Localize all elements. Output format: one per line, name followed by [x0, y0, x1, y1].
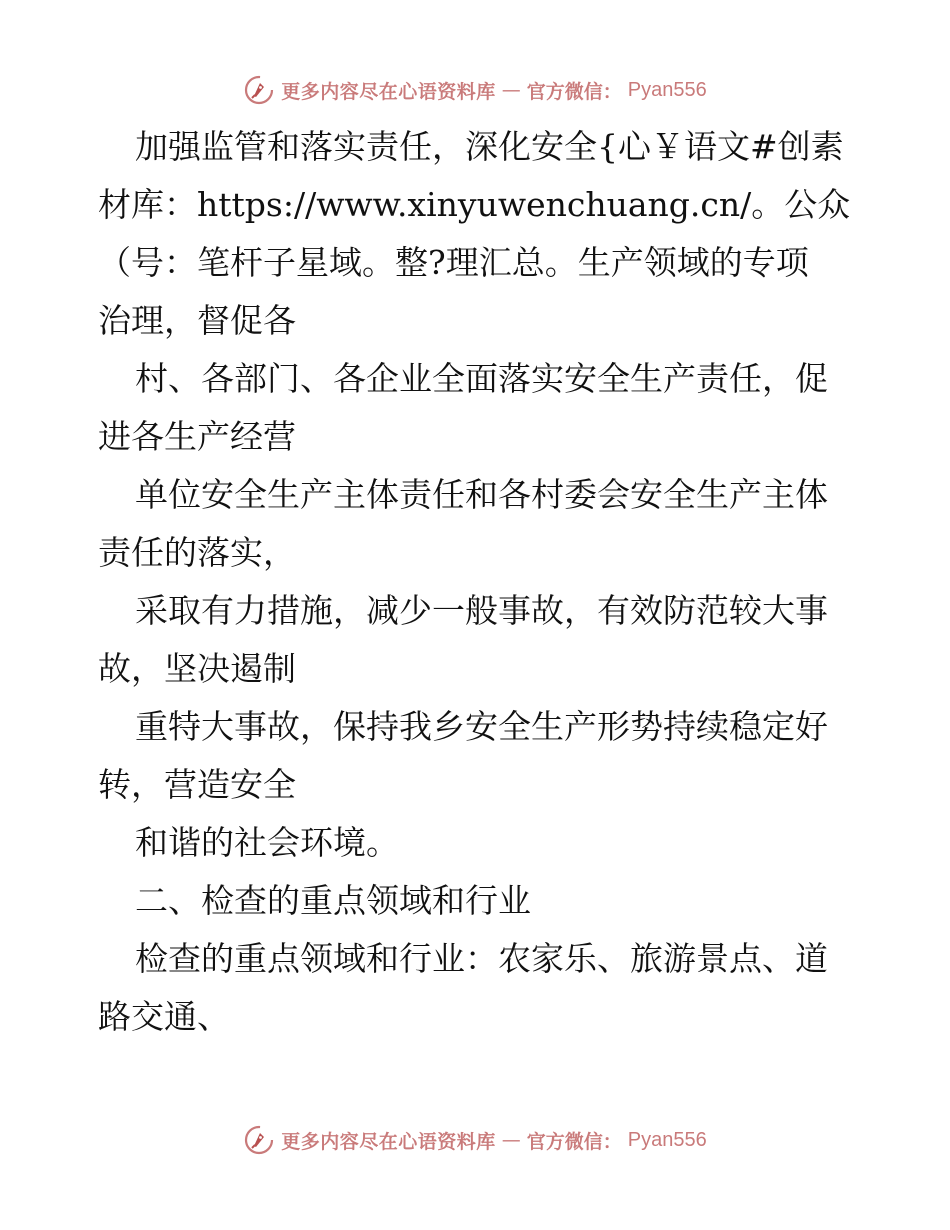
text-line: （号：笔杆子星域。整?理汇总。生产领域的专项 [98, 243, 809, 282]
footer-watermark [0, 1120, 950, 1160]
text-line: 村、各部门、各企业全面落实安全生产责任，促 [135, 359, 828, 398]
text-line: 故，坚决遏制 [98, 649, 296, 688]
pen-nib-circle-icon [243, 1124, 275, 1156]
watermark-wechat-id: Pyan556 [627, 1128, 707, 1151]
watermark-wechat-id: Pyan556 [627, 78, 707, 101]
text-line: 进各生产经营 [98, 417, 296, 456]
watermark-brand-text: 更多内容尽在心语资料库 [281, 1130, 496, 1153]
text-line: 重特大事故，保持我乡安全生产形势持续稳定好 [135, 707, 828, 746]
watermark-separator: — [501, 79, 521, 101]
text-line: 治理，督促各 [98, 301, 296, 340]
watermark-brand-text: 更多内容尽在心语资料库 [281, 80, 496, 103]
document-body [98, 118, 858, 1046]
text-line: 加强监管和落实责任，深化安全{心￥语文#创素 [135, 127, 844, 166]
watermark-wechat-label: 官方微信： [526, 80, 622, 103]
text-line: 采取有力措施，减少一般事故，有效防范较大事 [135, 591, 828, 630]
watermark-separator: — [501, 1129, 521, 1151]
text-line: 路交通、 [98, 997, 230, 1036]
text-line: 和谐的社会环境。 [135, 823, 399, 862]
text-line: 单位安全生产主体责任和各村委会安全生产主体 [135, 475, 828, 514]
header-watermark [0, 70, 950, 110]
section-heading: 二、检查的重点领域和行业 [135, 881, 531, 920]
text-line: 责任的落实， [98, 533, 296, 572]
text-line: 检查的重点领域和行业：农家乐、旅游景点、道 [135, 939, 828, 978]
text-line: 材库：https://www.xinyuwenchuang.cn/。公众 [98, 185, 851, 224]
watermark-wechat-label: 官方微信： [526, 1130, 622, 1153]
text-line: 转，营造安全 [98, 765, 296, 804]
pen-nib-circle-icon [243, 74, 275, 106]
